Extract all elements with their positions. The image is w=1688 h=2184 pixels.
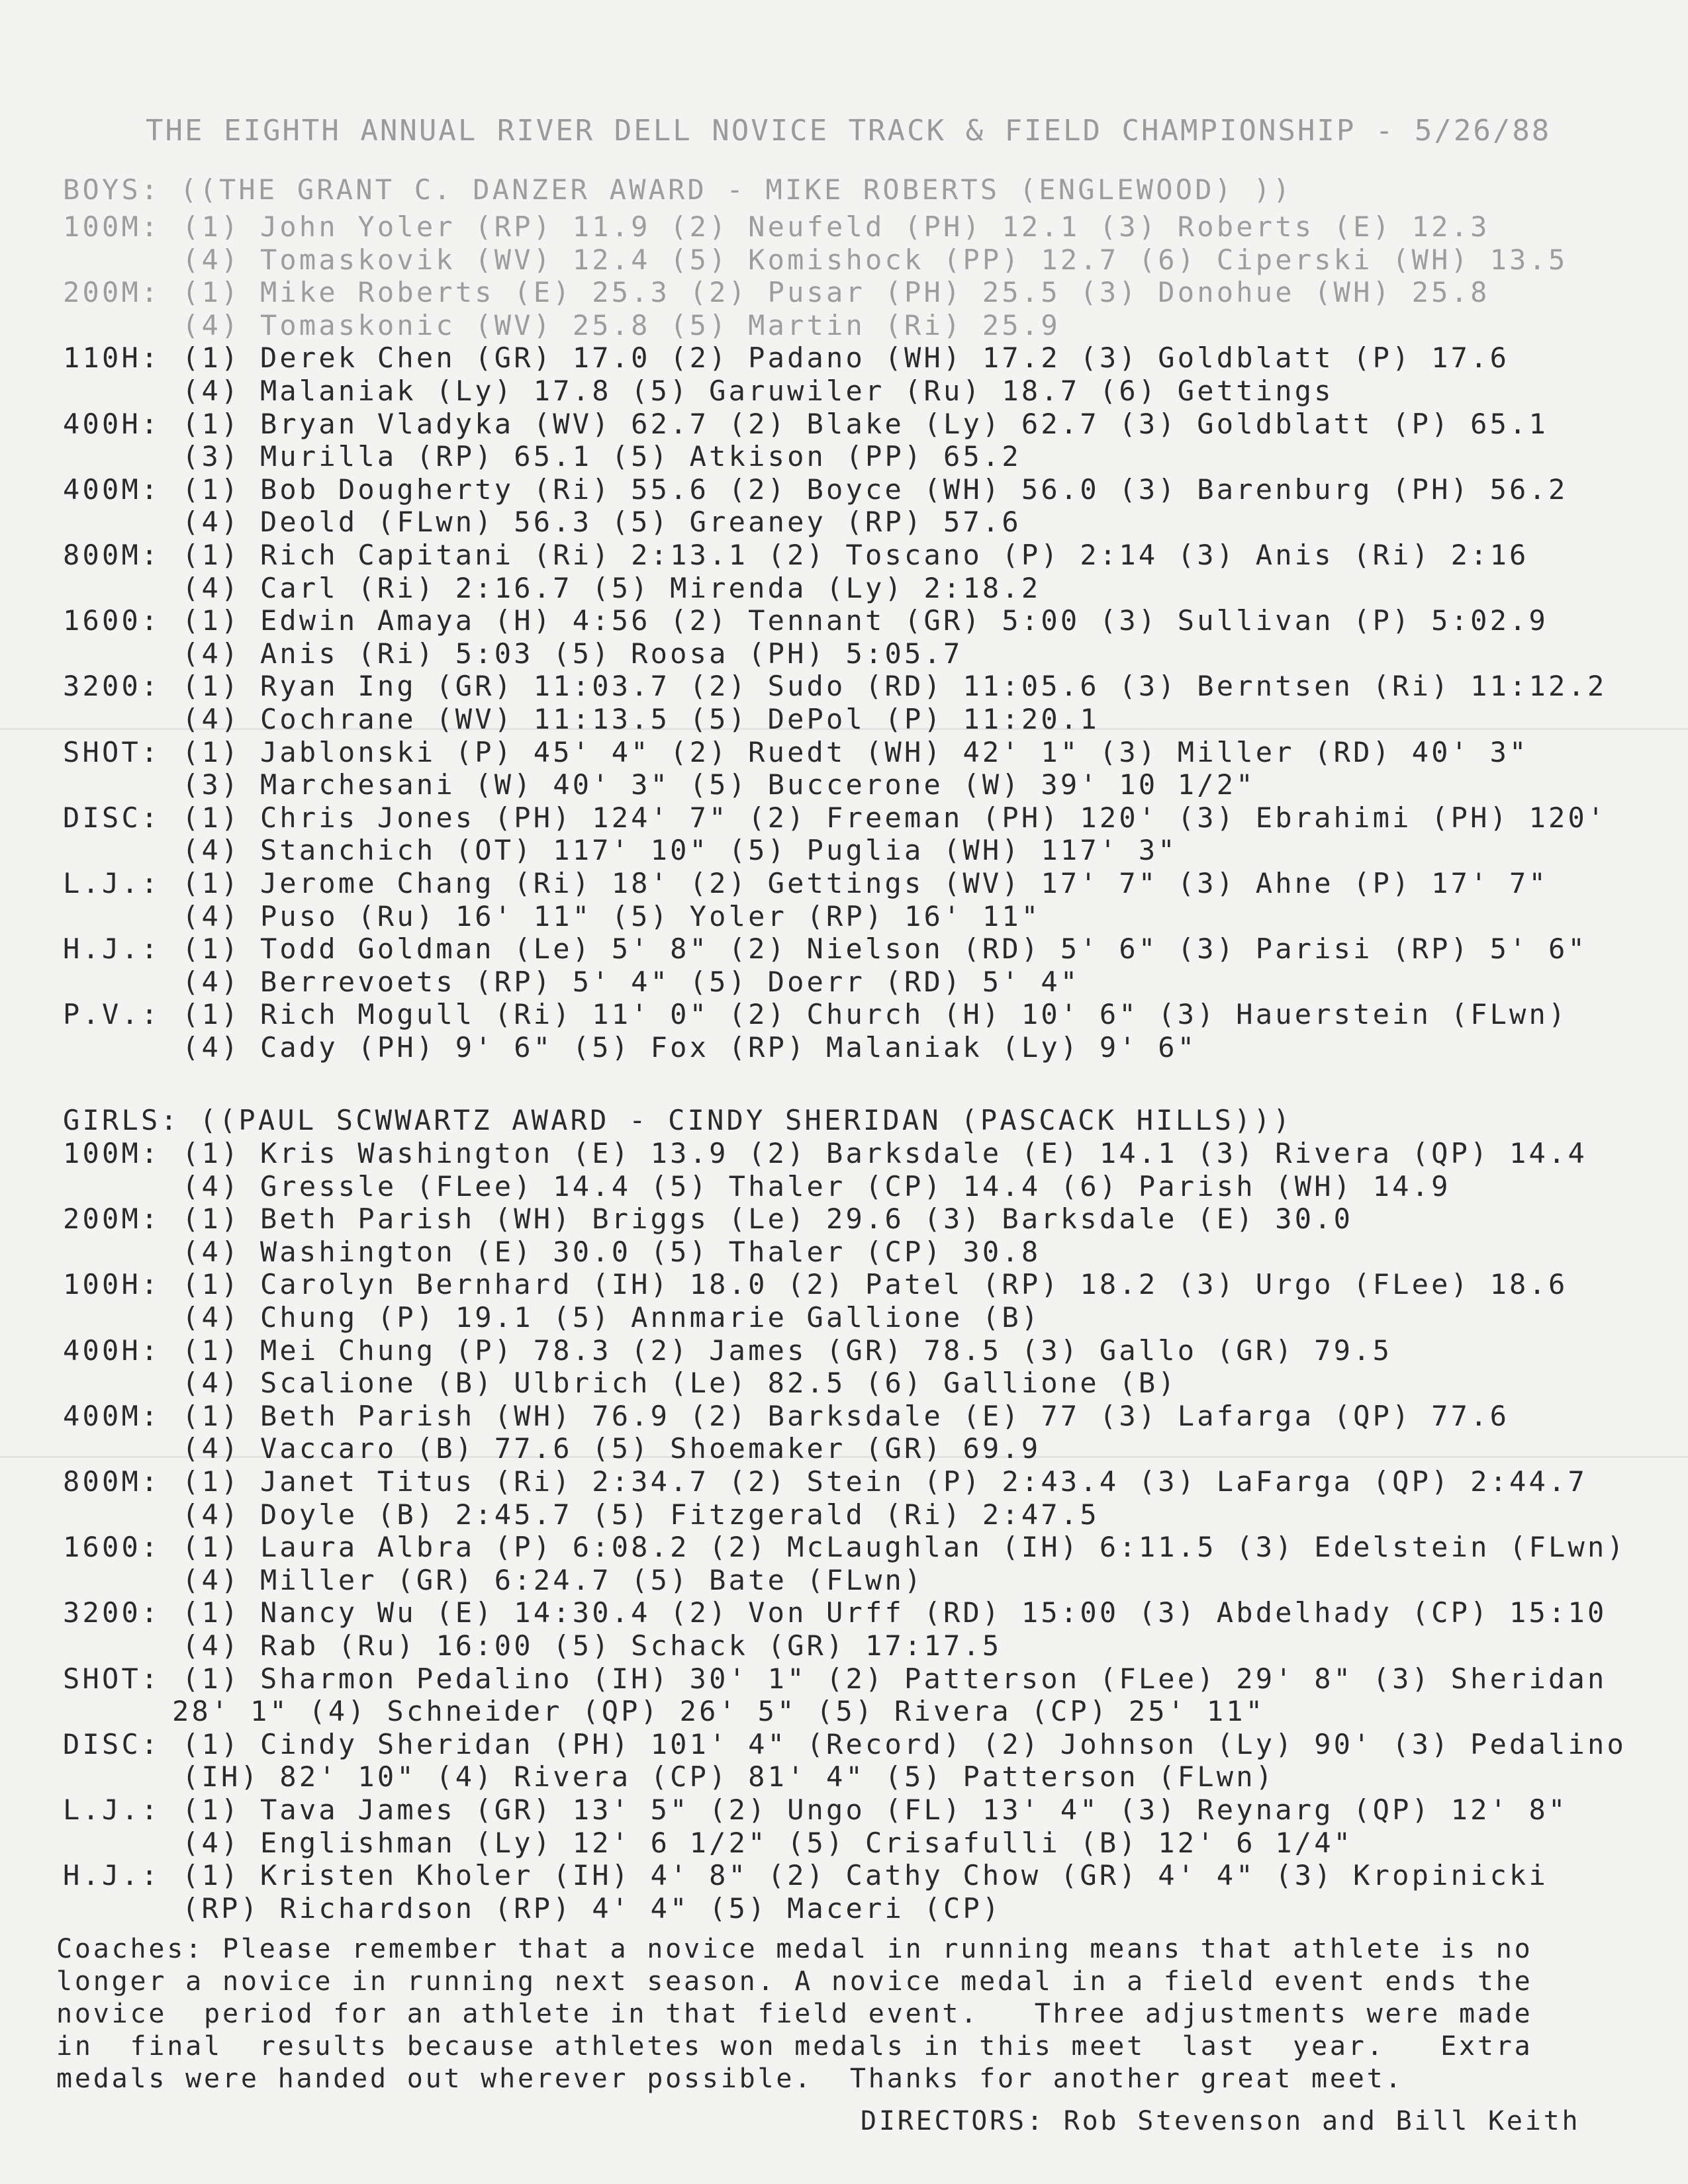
event-label: 400H:: [63, 1334, 161, 1367]
result-line: (4) Puso (Ru) 16' 11" (5) Yoler (RP) 16' 11": [182, 899, 1041, 933]
result-line: (1) Nancy Wu (E) 14:30.4 (2) Von Urff (RD) 15:00 (3) Abdelhady (CP) 15:10: [182, 1596, 1607, 1629]
event-label: SHOT:: [63, 735, 161, 768]
result-line: (4) Gressle (FLee) 14.4 (5) Thaler (CP) 14.4 (6) Parish (WH) 14.9: [182, 1169, 1451, 1203]
event-label: 200M:: [63, 1203, 161, 1236]
event-label: 100H:: [63, 1268, 161, 1301]
event-label: 3200:: [63, 670, 161, 703]
event-label: 400M:: [63, 1399, 161, 1432]
result-line: (4) Cochrane (WV) 11:13.5 (5) DePol (P) 11:20.1: [182, 703, 1100, 735]
event-label: 3200:: [63, 1596, 161, 1629]
result-line: (1) Bryan Vladyka (WV) 62.7 (2) Blake (Ly) 62.7 (3) Goldblatt (P) 65.1: [182, 407, 1549, 440]
event-label: 200M:: [63, 276, 161, 309]
result-line: (1) Laura Albra (P) 6:08.2 (2) McLaughlan (IH) 6:11.5 (3) Edelstein (FLwn): [182, 1531, 1626, 1564]
event-label: 110H:: [63, 341, 161, 375]
event-label: DISC:: [63, 1727, 161, 1760]
page-title: THE EIGHTH ANNUAL RIVER DELL NOVICE TRACK & FIELD CHAMPIONSHIP - 5/26/88: [146, 114, 1552, 148]
result-line: (4) Tomaskovik (WV) 12.4 (5) Komishock (PP) 12.7 (6) Ciperski (WH) 13.5: [182, 243, 1568, 276]
coaches-note-line: in final results because athletes won medals in this meet last year. Extra: [56, 2031, 1533, 2062]
event-label: DISC:: [63, 801, 161, 834]
result-line: (4) Englishman (Ly) 12' 6 1/2" (5) Crisafulli (B) 12' 6 1/4": [182, 1826, 1354, 1859]
event-label: 100M:: [63, 1137, 161, 1169]
result-line: (1) Jablonski (P) 45' 4" (2) Ruedt (WH) 42' 1" (3) Miller (RD) 40' 3": [182, 735, 1529, 768]
result-line: (1) Ryan Ing (GR) 11:03.7 (2) Sudo (RD) 11:05.6 (3) Berntsen (Ri) 11:12.2: [182, 670, 1607, 703]
result-line: (4) Carl (Ri) 2:16.7 (5) Mirenda (Ly) 2:18.2: [182, 571, 1041, 604]
event-label: H.J.:: [63, 933, 161, 966]
event-label: 1600:: [63, 604, 161, 637]
result-line: (4) Miller (GR) 6:24.7 (5) Bate (FLwn): [182, 1563, 924, 1596]
result-line: (4) Washington (E) 30.0 (5) Thaler (CP) 30.8: [182, 1235, 1041, 1268]
coaches-note-line: Coaches: Please remember that a novice medal in running means that athlete is no: [56, 1934, 1533, 1964]
result-line: (4) Malaniak (Ly) 17.8 (5) Garuwiler (Ru) 18.7 (6) Gettings: [182, 375, 1334, 407]
result-line: (1) Derek Chen (GR) 17.0 (2) Padano (WH) 17.2 (3) Goldblatt (P) 17.6: [182, 341, 1510, 375]
result-line: (1) Kristen Kholer (IH) 4' 8" (2) Cathy Chow (GR) 4' 4" (3) Kropinicki: [182, 1859, 1549, 1892]
event-label: 400M:: [63, 473, 161, 506]
result-line: (1) John Yoler (RP) 11.9 (2) Neufeld (PH) 12.1 (3) Roberts (E) 12.3: [182, 210, 1490, 243]
result-line: (4) Cady (PH) 9' 6" (5) Fox (RP) Malaniak (Ly) 9' 6": [182, 1031, 1197, 1064]
girls-header: GIRLS: ((PAUL SCWWARTZ AWARD - CINDY SHERIDAN (PASCACK HILLS))): [63, 1104, 1293, 1136]
result-line: (1) Mei Chung (P) 78.3 (2) James (GR) 78.5 (3) Gallo (GR) 79.5: [182, 1334, 1393, 1367]
result-line: (1) Rich Capitani (Ri) 2:13.1 (2) Toscano (P) 2:14 (3) Anis (Ri) 2:16: [182, 539, 1529, 571]
result-line: (4) Berrevoets (RP) 5' 4" (5) Doerr (RD) 5' 4": [182, 965, 1080, 998]
event-label: H.J.:: [63, 1859, 161, 1892]
result-line: (1) Tava James (GR) 13' 5" (2) Ungo (FL) 13' 4" (3) Reynarg (QP) 12' 8": [182, 1794, 1568, 1826]
result-line: (RP) Richardson (RP) 4' 4" (5) Maceri (CP): [182, 1891, 1002, 1925]
coaches-note-line: longer a novice in running next season. A novice medal in a field event ends the: [56, 1966, 1533, 1997]
result-line: (4) Vaccaro (B) 77.6 (5) Shoemaker (GR) 69.9: [182, 1432, 1041, 1465]
directors-line: DIRECTORS: Rob Stevenson and Bill Keith: [861, 2106, 1581, 2136]
event-label: 800M:: [63, 1465, 161, 1498]
event-label: 400H:: [63, 407, 161, 440]
result-line: (4) Rab (Ru) 16:00 (5) Schack (GR) 17:17.5: [182, 1629, 1002, 1662]
coaches-note-line: medals were handed out wherever possible. Thanks for another great meet.: [56, 2064, 1404, 2094]
boys-header: BOYS: ((THE GRANT C. DANZER AWARD - MIKE ROBERTS (ENGLEWOOD) )): [63, 173, 1293, 206]
result-line: (4) Stanchich (OT) 117' 10" (5) Puglia (WH) 117' 3": [182, 834, 1178, 867]
result-line: (1) Kris Washington (E) 13.9 (2) Barksdale (E) 14.1 (3) Rivera (QP) 14.4: [182, 1137, 1588, 1169]
result-line: (4) Chung (P) 19.1 (5) Annmarie Gallione (B): [182, 1301, 1041, 1334]
result-line: (4) Anis (Ri) 5:03 (5) Roosa (PH) 5:05.7: [182, 637, 963, 670]
event-label: 1600:: [63, 1531, 161, 1564]
result-line: (1) Jerome Chang (Ri) 18' (2) Gettings (WV) 17' 7" (3) Ahne (P) 17' 7": [182, 867, 1549, 899]
result-line: (1) Sharmon Pedalino (IH) 30' 1" (2) Patterson (FLee) 29' 8" (3) Sheridan: [182, 1662, 1607, 1695]
result-line: 28' 1" (4) Schneider (QP) 26' 5" (5) Rivera (CP) 25' 11": [172, 1695, 1266, 1728]
result-line: (1) Todd Goldman (Le) 5' 8" (2) Nielson (RD) 5' 6" (3) Parisi (RP) 5' 6": [182, 933, 1588, 966]
result-line: (1) Rich Mogull (Ri) 11' 0" (2) Church (H) 10' 6" (3) Hauerstein (FLwn): [182, 998, 1568, 1031]
result-line: (1) Janet Titus (Ri) 2:34.7 (2) Stein (P) 2:43.4 (3) LaFarga (QP) 2:44.7: [182, 1465, 1588, 1498]
result-line: (3) Marchesani (W) 40' 3" (5) Buccerone (W) 39' 10 1/2": [182, 768, 1256, 801]
result-line: (1) Cindy Sheridan (PH) 101' 4" (Record) (2) Johnson (Ly) 90' (3) Pedalino: [182, 1727, 1626, 1760]
result-line: (3) Murilla (RP) 65.1 (5) Atkison (PP) 65.2: [182, 440, 1021, 473]
event-label: P.V.:: [63, 998, 161, 1031]
event-label: 800M:: [63, 539, 161, 571]
result-line: (1) Mike Roberts (E) 25.3 (2) Pusar (PH) 25.5 (3) Donohue (WH) 25.8: [182, 276, 1490, 309]
event-label: L.J.:: [63, 1794, 161, 1826]
result-line: (1) Beth Parish (WH) 76.9 (2) Barksdale (E) 77 (3) Lafarga (QP) 77.6: [182, 1399, 1510, 1432]
result-line: (4) Scalione (B) Ulbrich (Le) 82.5 (6) Gallione (B): [182, 1367, 1178, 1400]
event-label: SHOT:: [63, 1662, 161, 1695]
result-line: (4) Tomaskonic (WV) 25.8 (5) Martin (Ri) 25.9: [182, 308, 1060, 341]
event-label: 100M:: [63, 210, 161, 243]
event-label: L.J.:: [63, 867, 161, 899]
result-line: (IH) 82' 10" (4) Rivera (CP) 81' 4" (5) Patterson (FLwn): [182, 1760, 1276, 1794]
result-line: (4) Doyle (B) 2:45.7 (5) Fitzgerald (Ri) 2:47.5: [182, 1498, 1100, 1531]
result-line: (1) Beth Parish (WH) Briggs (Le) 29.6 (3) Barksdale (E) 30.0: [182, 1203, 1354, 1236]
result-line: (1) Bob Dougherty (Ri) 55.6 (2) Boyce (WH) 56.0 (3) Barenburg (PH) 56.2: [182, 473, 1568, 506]
result-line: (1) Edwin Amaya (H) 4:56 (2) Tennant (GR) 5:00 (3) Sullivan (P) 5:02.9: [182, 604, 1549, 637]
result-line: (1) Carolyn Bernhard (IH) 18.0 (2) Patel (RP) 18.2 (3) Urgo (FLee) 18.6: [182, 1268, 1568, 1301]
result-line: (4) Deold (FLwn) 56.3 (5) Greaney (RP) 57.6: [182, 506, 1021, 539]
result-line: (1) Chris Jones (PH) 124' 7" (2) Freeman (PH) 120' (3) Ebrahimi (PH) 120': [182, 801, 1607, 834]
coaches-note-line: novice period for an athlete in that field event. Three adjustments were made: [56, 1999, 1533, 2029]
